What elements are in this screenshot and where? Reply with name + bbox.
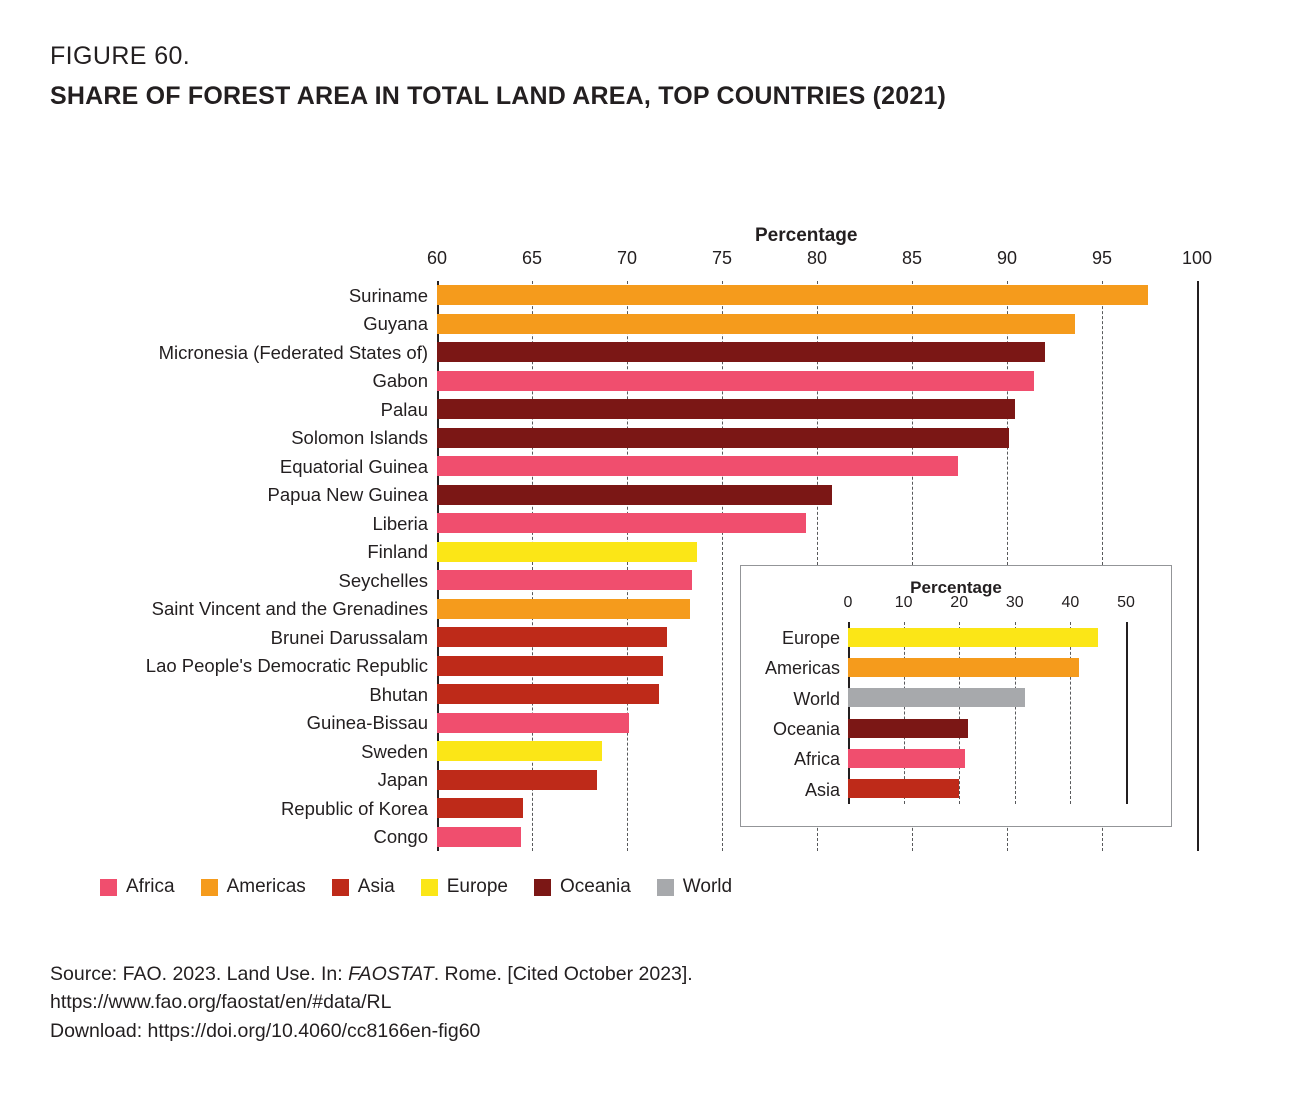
bar-row[interactable] bbox=[372, 367, 1197, 396]
bar bbox=[437, 713, 629, 733]
x-tick-label: 100 bbox=[1181, 248, 1213, 268]
source-line-2: https://www.fao.org/faostat/en/#data/RL bbox=[50, 991, 392, 1014]
legend-swatch-icon bbox=[534, 879, 551, 896]
category-label: Papua New Guinea bbox=[267, 484, 428, 506]
category-label: World bbox=[793, 688, 840, 709]
x-tick-label: 70 bbox=[616, 248, 638, 268]
bar-row[interactable] bbox=[804, 774, 1126, 804]
bar bbox=[437, 570, 692, 590]
legend-item-asia[interactable] bbox=[332, 876, 395, 898]
gridline bbox=[1197, 281, 1199, 851]
x-tick-label: 95 bbox=[1091, 248, 1113, 268]
bar-row[interactable] bbox=[348, 281, 1197, 310]
legend bbox=[100, 876, 732, 898]
category-label: Brunei Darussalam bbox=[270, 626, 428, 648]
category-label: Oceania bbox=[772, 719, 840, 740]
legend-item-africa[interactable] bbox=[100, 876, 175, 898]
bar bbox=[437, 314, 1075, 334]
bar-row[interactable] bbox=[793, 743, 1126, 773]
legend-item-world[interactable] bbox=[657, 876, 732, 898]
category-label: Africa bbox=[793, 749, 840, 770]
category-label: Gabon bbox=[372, 370, 428, 392]
category-label: Guinea-Bissau bbox=[306, 712, 428, 734]
x-tick-label: 65 bbox=[521, 248, 543, 268]
legend-item-europe[interactable] bbox=[421, 876, 508, 898]
bar bbox=[437, 770, 597, 790]
category-label: Guyana bbox=[363, 313, 428, 335]
bar bbox=[437, 399, 1015, 419]
legend-label: World bbox=[682, 876, 733, 897]
category-label: Lao People's Democratic Republic bbox=[145, 655, 428, 677]
bar bbox=[437, 827, 521, 847]
category-label: Americas bbox=[764, 658, 840, 679]
legend-label: Asia bbox=[357, 876, 395, 897]
category-label: Saint Vincent and the Grenadines bbox=[151, 598, 428, 620]
x-tick-label: 40 bbox=[1061, 594, 1080, 611]
figure-label: FIGURE 60. bbox=[50, 42, 191, 70]
legend-label: Americas bbox=[226, 876, 306, 897]
bar bbox=[437, 656, 663, 676]
bar bbox=[437, 741, 602, 761]
source-note bbox=[50, 960, 693, 1045]
figure-title: SHARE OF FOREST AREA IN TOTAL LAND AREA, TOP COUNTRIES (2021) bbox=[50, 82, 947, 110]
bar-row[interactable] bbox=[291, 424, 1197, 453]
category-label: Bhutan bbox=[369, 683, 428, 705]
category-label: Finland bbox=[367, 541, 428, 563]
bar-row[interactable] bbox=[781, 622, 1126, 652]
bar bbox=[437, 684, 659, 704]
bar bbox=[437, 456, 958, 476]
x-tick-label: 90 bbox=[996, 248, 1018, 268]
bar-row[interactable] bbox=[367, 538, 1197, 567]
bar bbox=[848, 779, 959, 798]
bar bbox=[437, 599, 690, 619]
legend-item-oceania[interactable] bbox=[534, 876, 631, 898]
bar bbox=[848, 688, 1025, 707]
legend-label: Africa bbox=[126, 876, 175, 897]
legend-swatch-icon bbox=[421, 879, 438, 896]
inset-plot-area bbox=[764, 594, 1135, 804]
bar-row[interactable] bbox=[158, 338, 1197, 367]
bar-row[interactable] bbox=[372, 509, 1197, 538]
source-line-1-suffix: . Rome. [Cited October 2023]. bbox=[433, 963, 693, 985]
x-tick-label: 0 bbox=[843, 594, 853, 611]
source-italic: FAOSTAT bbox=[348, 963, 434, 985]
bar bbox=[437, 428, 1009, 448]
category-label: Micronesia (Federated States of) bbox=[158, 341, 428, 363]
source-line-1-prefix: Source: FAO. 2023. Land Use. In: bbox=[50, 963, 349, 985]
bar-row[interactable] bbox=[793, 683, 1126, 713]
category-label: Seychelles bbox=[338, 569, 428, 591]
category-label: Congo bbox=[373, 826, 428, 848]
main-x-axis-title: Percentage bbox=[755, 225, 858, 246]
x-tick-label: 85 bbox=[901, 248, 923, 268]
legend-label: Europe bbox=[446, 876, 509, 897]
bar bbox=[848, 719, 968, 738]
bar-row[interactable] bbox=[764, 652, 1126, 682]
bar bbox=[437, 371, 1034, 391]
category-label: Sweden bbox=[361, 740, 428, 762]
category-label: Japan bbox=[377, 769, 428, 791]
x-tick-label: 10 bbox=[894, 594, 913, 611]
legend-swatch-icon bbox=[332, 879, 349, 896]
category-label: Liberia bbox=[372, 512, 428, 534]
bar-row[interactable] bbox=[267, 481, 1197, 510]
legend-item-americas[interactable] bbox=[201, 876, 306, 898]
legend-swatch-icon bbox=[657, 879, 674, 896]
legend-swatch-icon bbox=[201, 879, 218, 896]
bar bbox=[437, 627, 667, 647]
bar bbox=[437, 342, 1045, 362]
source-line-3: Download: https://doi.org/10.4060/cc8166en-fig60 bbox=[50, 1019, 481, 1042]
x-tick-label: 60 bbox=[426, 248, 448, 268]
category-label: Solomon Islands bbox=[291, 427, 428, 449]
bar-row[interactable] bbox=[279, 452, 1197, 481]
gridline bbox=[1126, 622, 1128, 804]
x-tick-label: 50 bbox=[1117, 594, 1135, 611]
bar bbox=[848, 749, 965, 768]
x-tick-label: 75 bbox=[711, 248, 733, 268]
x-tick-label: 80 bbox=[806, 248, 828, 268]
legend-label: Oceania bbox=[560, 876, 631, 897]
category-label: Suriname bbox=[348, 284, 428, 306]
bar-row[interactable] bbox=[380, 395, 1197, 424]
bar-row[interactable] bbox=[363, 310, 1197, 339]
bar bbox=[437, 542, 697, 562]
bar bbox=[848, 658, 1079, 677]
bar bbox=[437, 513, 806, 533]
bar-row[interactable] bbox=[772, 713, 1126, 743]
category-label: Republic of Korea bbox=[280, 797, 428, 819]
x-tick-label: 20 bbox=[950, 594, 969, 611]
legend-swatch-icon bbox=[100, 879, 117, 896]
source-line-1 bbox=[50, 960, 693, 988]
category-label: Equatorial Guinea bbox=[279, 455, 428, 477]
category-label: Europe bbox=[781, 628, 840, 649]
category-label: Palau bbox=[380, 398, 428, 420]
bar bbox=[437, 485, 832, 505]
category-label: Asia bbox=[804, 779, 840, 800]
bar bbox=[437, 798, 523, 818]
bar bbox=[848, 628, 1098, 647]
x-tick-label: 30 bbox=[1005, 594, 1024, 611]
inset-x-axis-title: Percentage bbox=[910, 578, 1002, 597]
bar bbox=[437, 285, 1148, 305]
